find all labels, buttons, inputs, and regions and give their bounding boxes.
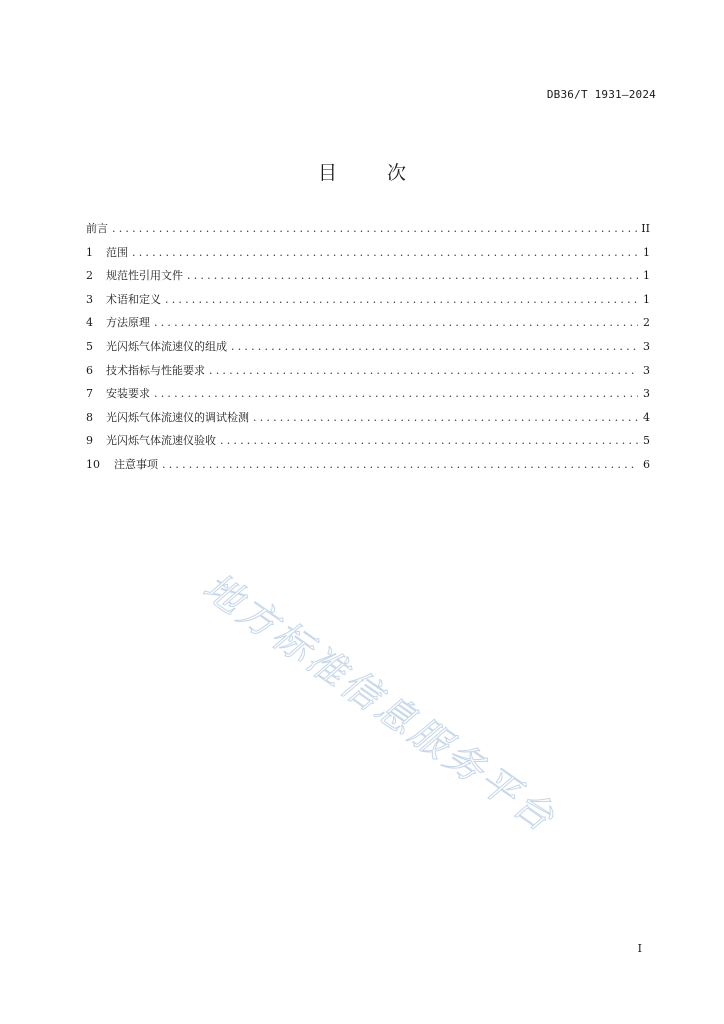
toc-entry-5[interactable]: [86, 335, 650, 359]
toc-entry-page: 1: [643, 292, 650, 306]
toc-entry-6[interactable]: [86, 359, 650, 383]
toc-dot-leader: [154, 311, 638, 335]
toc-entry-label: 方法原理: [106, 316, 150, 330]
toc-entry-number: 1: [86, 245, 93, 259]
toc-entry-page: 3: [643, 363, 650, 377]
table-of-contents: [86, 217, 650, 477]
toc-dot-leader: [132, 241, 638, 265]
toc-entry-1[interactable]: [86, 241, 650, 265]
toc-dot-leader: [253, 406, 638, 430]
toc-entry-number: 6: [86, 363, 93, 377]
toc-dot-leader: [112, 217, 637, 241]
toc-entry-7[interactable]: [86, 382, 650, 406]
toc-entry-page: 1: [643, 245, 650, 259]
toc-entry-number: 8: [86, 410, 93, 424]
toc-entry-label: 前言: [86, 222, 108, 235]
toc-entry-3[interactable]: [86, 288, 650, 312]
toc-entry-foreword[interactable]: [86, 217, 650, 241]
toc-entry-number: 10: [86, 457, 100, 471]
toc-entry-label: 光闪烁气体流速仪验收: [106, 434, 216, 448]
toc-entry-label: 安装要求: [106, 387, 150, 401]
toc-entry-4[interactable]: [86, 311, 650, 335]
toc-entry-number: 4: [86, 316, 93, 330]
toc-entry-number: 5: [86, 339, 93, 353]
toc-title: 目 次: [317, 162, 429, 184]
toc-entry-page: 6: [643, 457, 650, 471]
toc-entry-8[interactable]: [86, 406, 650, 430]
toc-entry-page: 5: [643, 434, 650, 448]
toc-entry-label: 光闪烁气体流速仪的调试检测: [106, 410, 249, 424]
toc-entry-page: 1: [643, 269, 650, 283]
watermark: 地方标准信息服务平台: [195, 564, 565, 842]
toc-entry-page: 4: [643, 410, 650, 424]
toc-entry-2[interactable]: [86, 264, 650, 288]
toc-dot-leader: [209, 359, 638, 383]
toc-entry-label: 术语和定义: [106, 292, 161, 306]
toc-dot-leader: [220, 429, 638, 453]
toc-entry-label: 规范性引用文件: [106, 269, 183, 283]
toc-entry-page: 2: [643, 316, 650, 330]
toc-entry-number: 2: [86, 269, 93, 283]
toc-entry-number: 7: [86, 387, 93, 401]
toc-entry-label: 光闪烁气体流速仪的组成: [106, 339, 227, 353]
toc-entry-page: II: [641, 222, 650, 235]
toc-entry-page: 3: [643, 339, 650, 353]
toc-entry-10[interactable]: [86, 453, 650, 477]
toc-dot-leader: [154, 382, 638, 406]
toc-dot-leader: [231, 335, 638, 359]
toc-entry-label: 技术指标与性能要求: [106, 363, 205, 377]
toc-dot-leader: [162, 453, 638, 477]
document-code: DB36/T 1931—2024: [546, 88, 656, 101]
toc-entry-number: 3: [86, 292, 93, 306]
page-number: I: [637, 942, 642, 955]
toc-entry-label: 范围: [106, 245, 128, 259]
toc-entry-page: 3: [643, 387, 650, 401]
toc-entry-9[interactable]: [86, 429, 650, 453]
toc-dot-leader: [187, 264, 638, 288]
toc-dot-leader: [165, 288, 638, 312]
toc-entry-number: 9: [86, 434, 93, 448]
toc-entry-label: 注意事项: [114, 457, 158, 471]
